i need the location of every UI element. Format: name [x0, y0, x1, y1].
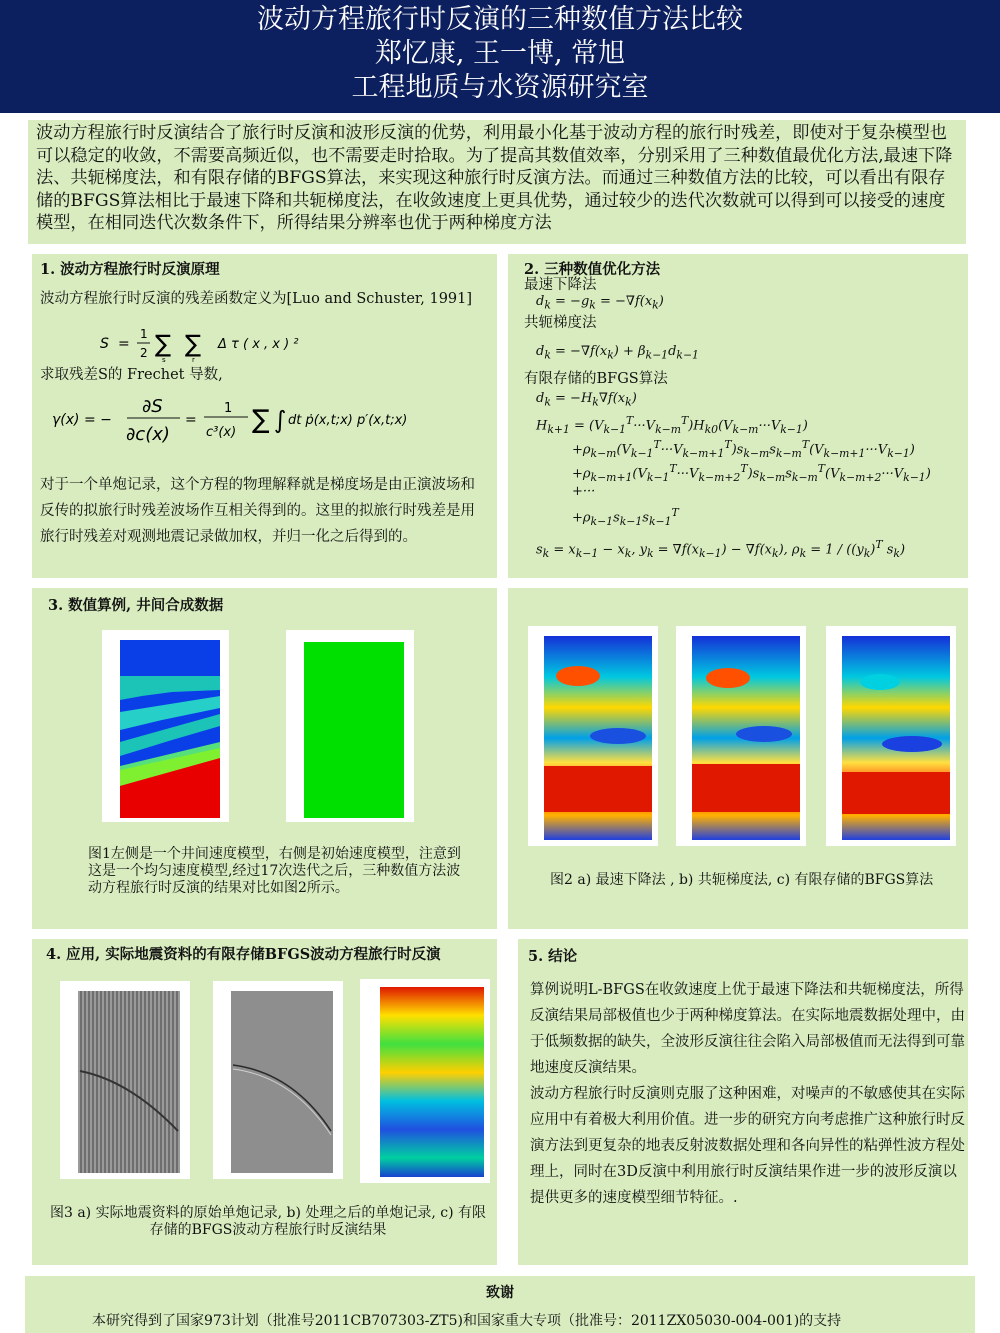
figure-2b-conjugate-gradient	[676, 626, 806, 846]
lbfgs-h-line4: +···	[572, 484, 596, 499]
steepest-descent-label: 最速下降法	[524, 277, 597, 293]
poster-title: 波动方程旅行时反演的三种数值方法比较	[257, 4, 743, 35]
frechet-text: 求取残差S的 Frechet 导数,	[40, 367, 223, 383]
residual-equation-graphic	[100, 324, 430, 364]
figure-2c-lbfgs	[826, 626, 956, 846]
svg-text:∂c(x): ∂c(x)	[126, 424, 170, 445]
figure-1-caption: 图1左侧是一个井间速度模型，右侧是初始速度模型，注意到这是一个均匀速度模型,经过17次迭代之后，三种数值方法波动方程旅行时反演的结果对比如图2所示。	[88, 846, 461, 896]
section-3-title: 3. 数值算例, 井间合成数据	[48, 597, 224, 614]
svg-text:r: r	[192, 356, 195, 364]
lbfgs-label: 有限存储的BFGS算法	[524, 371, 668, 387]
svg-text:1: 1	[140, 327, 148, 341]
poster-header	[0, 0, 1000, 113]
figure-2a-graphic	[528, 626, 658, 846]
gradient-equation-graphic	[52, 392, 492, 452]
svg-text:dt ṗ(x,t;x) p′(x,t;x): dt ṗ(x,t;x) p′(x,t;x)	[288, 413, 408, 428]
section-5-panel	[518, 939, 968, 1265]
conclusion-paragraph-2: 波动方程旅行时反演则克服了这种困难，对噪声的不敏感使其在实际应用中有着极大利用价值。进一步的研究方向考虑推广这种旅行时反演方法到更复杂的地表反射波数据处理和各向异性的粘弹性波方程处理上，同时在3D反演中利用旅行时反演结果作进一步的波形反演以提供更多的速度模型细节特征。.	[530, 1086, 965, 1206]
section-4-title: 4. 应用, 实际地震资料的有限存储BFGS波动方程旅行时反演	[46, 946, 441, 963]
section-1-explanation: 对于一个单炮记录，这个方程的物理解释就是梯度场是由正演波场和反传的拟旅行时残差波场作互相关得到的。这里的拟旅行时残差是用旅行时残差对观测地震记录做加权，并归一化之后得到的。	[40, 477, 475, 545]
section-1-title: 1. 波动方程旅行时反演原理	[40, 261, 220, 278]
svg-text:=: =	[118, 336, 130, 352]
svg-text:Δ τ ( x , x ) ²: Δ τ ( x , x ) ²	[218, 337, 299, 352]
svg-text:∂S: ∂S	[142, 396, 163, 417]
section-2-panel	[508, 254, 968, 578]
figure-2a-steepest-descent	[528, 626, 658, 846]
conjugate-gradient-label: 共轭梯度法	[524, 315, 597, 331]
section-1-panel	[32, 254, 497, 578]
acknowledgement-body: 本研究得到了国家973计划（批准号2011CB707303-ZT5)和国家重大专项（批准号：2011ZX05030-004-001)的支持	[92, 1313, 842, 1329]
lbfgs-direction: $d_k = -H_k\nabla f(x_k)$	[536, 391, 637, 409]
svg-text:S: S	[100, 336, 109, 352]
acknowledgement-panel	[25, 1276, 975, 1333]
section-4-panel	[32, 939, 497, 1265]
processed-shot-record-graphic	[213, 981, 343, 1179]
poster-authors: 郑忆康, 王一博, 常旭	[374, 38, 626, 69]
lbfgs-definitions: $s_k = x_{k-1} - x_k$, $y_k = \nabla f(x_{k-1}) - \nabla f(x_k)$, $\rho_k = 1 / ((y_k)^T$ $s_k$)	[536, 538, 906, 560]
lbfgs-inversion-result-graphic	[360, 979, 490, 1183]
figure-3-caption: 图3 a) 实际地震资料的原始单炮记录, b) 处理之后的单炮记录, c) 有限存储的BFGS波动方程旅行时反演结果	[49, 1205, 487, 1238]
initial-velocity-model	[286, 630, 414, 822]
figure-2-panel	[508, 588, 968, 929]
figure-2b-graphic	[676, 626, 806, 846]
initial-velocity-model-graphic	[286, 630, 414, 822]
true-velocity-model-graphic	[102, 630, 229, 822]
svg-text:=: =	[185, 412, 197, 428]
true-velocity-model	[102, 630, 229, 822]
lbfgs-h-line2: $+\rho_{k-m}(V_{k-1}^T\cdot\cdot\cdot V_{k-m+1}^T)s_{k-m}s_{k-m}^T(V_{k-m+1}\cdot\cdot\cdot V_{k-1})$	[572, 438, 915, 460]
figure-2-caption: 图2 a) 最速下降法 , b) 共轭梯度法, c) 有限存储的BFGS算法	[550, 872, 934, 888]
poster-affiliation: 工程地质与水资源研究室	[351, 72, 649, 103]
gradient-equation	[52, 392, 492, 452]
lbfgs-inversion-result	[360, 979, 490, 1183]
svg-text:∑: ∑	[155, 330, 172, 358]
svg-text:c³(x): c³(x)	[206, 425, 237, 440]
lbfgs-h-line3: $+\rho_{k-m+1}(V_{k-1}^T\cdot\cdot\cdot V_{k-m+2}^T)s_{k-m}s_{k-m}^T(V_{k-m+2}\cdot\cdot\cdot V_{k-1})$	[572, 462, 931, 484]
section-3-panel	[32, 588, 497, 929]
svg-text:∑: ∑	[252, 405, 270, 435]
conclusion-paragraph-1: 算例说明L-BFGS在收敛速度上优于最速下降法和共轭梯度法，所得反演结果局部极值也少于两种梯度算法。在实际地震数据处理中，由于低频数据的缺失，全波形反演往往会陷入局部极值而无法得到可靠地速度反演结果。	[530, 982, 965, 1076]
svg-text:γ(x) = −: γ(x) = −	[52, 412, 112, 428]
section-1-intro: 波动方程旅行时反演的残差函数定义为[Luo and Schuster, 1991]	[40, 291, 473, 307]
raw-shot-record	[60, 981, 190, 1179]
abstract-panel: 波动方程旅行时反演结合了旅行时反演和波形反演的优势，利用最小化基于波动方程的旅行时残差，即使对于复杂模型也可以稳定的收敛，不需要高频近似，也不需要走时拾取。为了提高其数值效率，分别采用了三种数值最优化方法,最速下降法、共轭梯度法，和有限存储的BFGS算法，来实现这种旅行时反演方法。而通过三种数值方法的比较，可以看出有限存储的BFGS算法相比于最速下降和共轭梯度法，在收敛速度上更具优势，通过较少的迭代次数就可以得到可以接受的速度模型，在相同迭代次数条件下，所得结果分辨率也优于两种梯度方法	[28, 120, 966, 244]
section-2-title: 2. 三种数值优化方法	[524, 261, 661, 278]
svg-text:1: 1	[224, 401, 233, 416]
svg-text:2: 2	[140, 346, 148, 360]
lbfgs-h-line5: $+\rho_{k-1}s_{k-1}s_{k-1}^T$	[572, 506, 679, 528]
section-5-title: 5. 结论	[528, 948, 578, 965]
sd-equation: $d_k = -g_k = -\nabla f(x_k)$	[536, 294, 664, 312]
cg-equation: $d_k = -\nabla f(x_k) + \beta_{k-1}d_{k-1}$	[536, 344, 699, 362]
processed-shot-record	[213, 981, 343, 1179]
raw-shot-record-graphic	[60, 981, 190, 1179]
svg-text:∑: ∑	[185, 330, 202, 358]
acknowledgement-heading: 致谢	[486, 1285, 514, 1301]
svg-text:∫: ∫	[274, 406, 287, 434]
figure-2c-graphic	[826, 626, 956, 846]
residual-equation	[100, 324, 430, 364]
lbfgs-h-line1: $H_{k+1} = (V_{k-1}^T\cdot\cdot\cdot V_{k-m}^T)H_{k0}(V_{k-m}\cdot\cdot\cdot V_{k-1})$	[536, 414, 808, 436]
svg-text:s: s	[162, 356, 166, 364]
